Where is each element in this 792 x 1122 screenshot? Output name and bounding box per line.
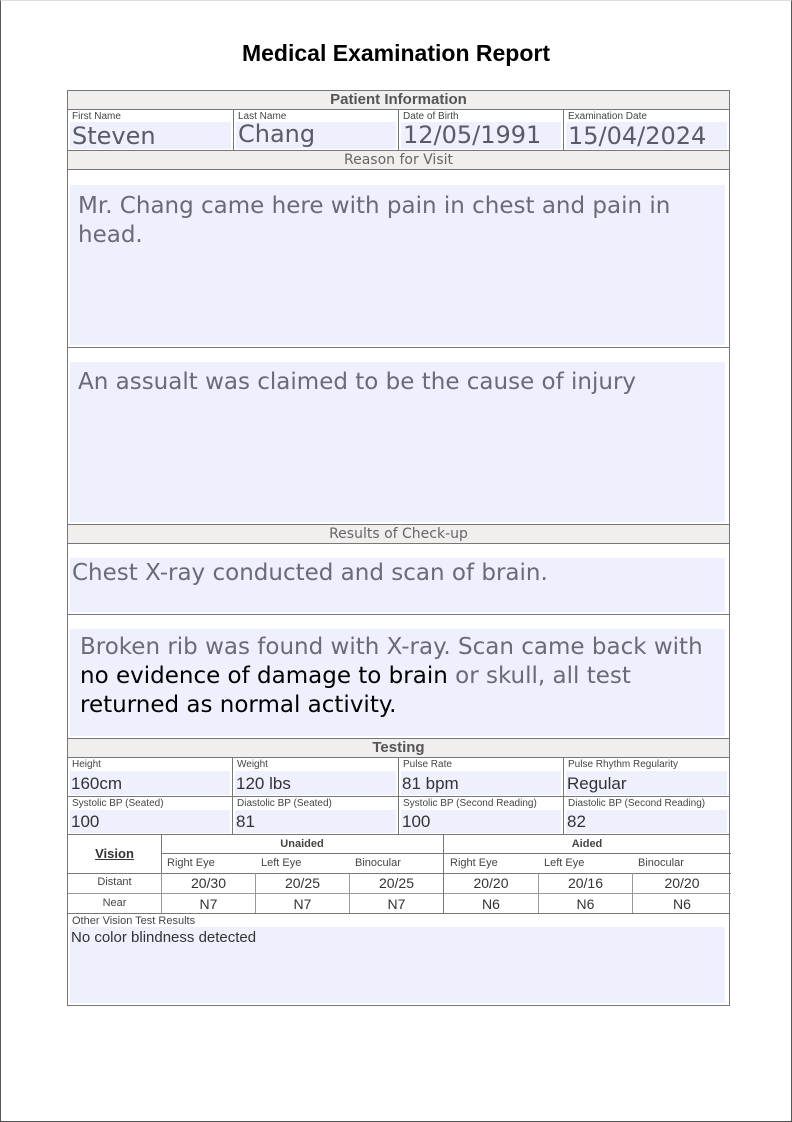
testing-header: Testing — [67, 738, 730, 758]
distant-label: Distant — [97, 876, 132, 888]
last-name-field[interactable] — [233, 109, 399, 151]
distant-aided-binocular: 20/20 — [664, 875, 700, 891]
height-value: 160cm — [71, 774, 123, 793]
first-name-field[interactable] — [67, 109, 234, 151]
near-unaided-binocular: N7 — [387, 896, 406, 912]
exam-date-field[interactable] — [563, 109, 730, 151]
dob-label: Date of Birth — [403, 111, 459, 122]
results-text-2: Broken rib was found with X-ray. Scan came back with no evidence of damage to brain or skull, all test returned as normal activity. — [80, 634, 703, 718]
exam-date-value: 15/04/2024 — [568, 122, 707, 150]
vision-table — [67, 834, 730, 914]
results-text-2-field[interactable] — [67, 614, 730, 739]
dia-seated-label: Diastolic BP (Seated) — [237, 798, 332, 809]
exam-date-label: Examination Date — [568, 111, 647, 122]
distant-unaided-binocular: 20/25 — [378, 875, 415, 891]
sys-second-value: 100 — [402, 812, 431, 831]
sys-seated-value: 100 — [71, 812, 100, 831]
other-vision-value: No color blindness detected — [71, 929, 257, 946]
sys-seated-label: Systolic BP (Seated) — [72, 798, 164, 809]
last-name-value: Chang — [238, 120, 316, 148]
weight-label: Weight — [237, 759, 268, 770]
sys-second-field[interactable] — [398, 796, 564, 835]
weight-value: 120 lbs — [236, 774, 291, 793]
aided-right-eye-label: Right Eye — [450, 857, 498, 869]
dob-value: 12/05/1991 — [403, 121, 542, 149]
dia-second-field[interactable] — [563, 796, 730, 835]
pulse-rhythm-value: Regular — [567, 774, 627, 793]
pulse-rate-label: Pulse Rate — [403, 759, 452, 770]
sys-second-label: Systolic BP (Second Reading) — [403, 798, 537, 809]
reason-text-1: Mr. Chang came here with pain in chest and pain in head. — [78, 193, 671, 248]
unaided-binocular-label: Binocular — [355, 857, 401, 869]
aided-left-eye-label: Left Eye — [544, 857, 585, 869]
first-name-label: First Name — [72, 111, 121, 122]
dia-second-value: 82 — [567, 812, 586, 831]
results-text-1: Chest X-ray conducted and scan of brain. — [72, 560, 548, 586]
pulse-rate-value: 81 bpm — [402, 774, 459, 793]
reason-text-1-field[interactable] — [67, 169, 730, 348]
dia-seated-field[interactable] — [232, 796, 399, 835]
near-label: Near — [102, 897, 127, 909]
reason-header: Reason for Visit — [67, 150, 730, 170]
results-highlight-2: returned as normal activity. — [80, 692, 397, 718]
results-header: Results of Check-up — [67, 524, 730, 544]
aided-header: Aided — [571, 838, 603, 850]
dia-seated-value: 81 — [236, 812, 255, 831]
pulse-rate-field[interactable] — [398, 757, 564, 797]
height-field[interactable] — [67, 757, 233, 797]
reason-text-2: An assualt was claimed to be the cause of injury — [78, 369, 637, 395]
page-title: Medical Examination Report — [241, 40, 550, 66]
unaided-right-eye-label: Right Eye — [167, 857, 215, 869]
distant-aided-right: 20/20 — [473, 875, 509, 891]
near-unaided-left: N7 — [293, 896, 312, 912]
patient-info-header: Patient Information — [67, 90, 730, 110]
reason-text-2-field[interactable] — [67, 347, 730, 525]
sys-seated-field[interactable] — [67, 796, 233, 835]
first-name-value: Steven — [72, 122, 156, 150]
results-highlight-1: no evidence of damage to brain — [80, 663, 448, 689]
height-label: Height — [72, 759, 101, 770]
dia-second-label: Diastolic BP (Second Reading) — [568, 798, 706, 809]
unaided-header: Unaided — [280, 838, 324, 850]
dob-field[interactable] — [398, 109, 564, 151]
vision-label: Vision — [95, 846, 134, 861]
near-aided-left: N6 — [576, 896, 595, 912]
near-unaided-right: N7 — [199, 896, 218, 912]
other-vision-label: Other Vision Test Results — [72, 915, 196, 927]
pulse-rhythm-label: Pulse Rhythm Regularity — [568, 759, 679, 770]
distant-unaided-right: 20/30 — [190, 875, 227, 891]
results-text-1-field[interactable] — [67, 543, 730, 615]
weight-field[interactable] — [232, 757, 399, 797]
distant-unaided-left: 20/25 — [284, 875, 321, 891]
distant-aided-left: 20/16 — [567, 875, 604, 891]
pulse-rhythm-field[interactable] — [563, 757, 730, 797]
near-aided-right: N6 — [482, 896, 500, 912]
last-name-label: Last Name — [238, 111, 287, 122]
unaided-left-eye-label: Left Eye — [261, 857, 302, 869]
aided-binocular-label: Binocular — [638, 857, 684, 869]
near-aided-binocular: N6 — [673, 896, 691, 912]
other-vision-field[interactable] — [67, 913, 730, 1006]
